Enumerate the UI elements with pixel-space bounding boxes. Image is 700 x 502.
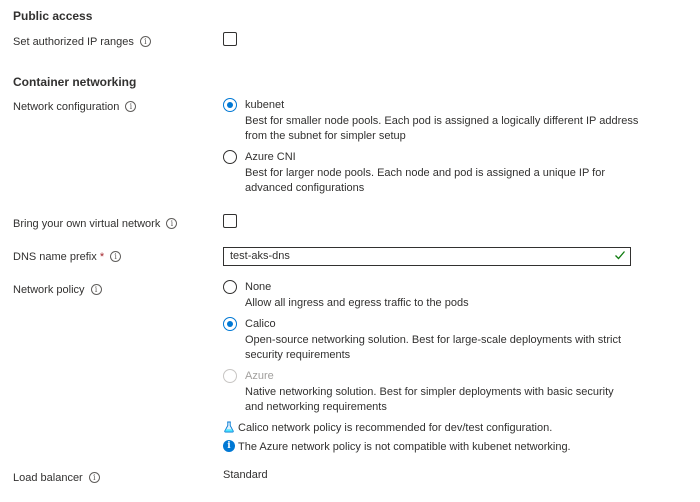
policy-none-description: Allow all ingress and egress traffic to the pods (245, 297, 469, 309)
policy-azure-radio[interactable] (223, 369, 237, 383)
section-title-container-networking: Container networking (13, 75, 137, 89)
byo-vnet-label-text: Bring your own virtual network (13, 218, 161, 230)
load-balancer-label-text: Load balancer (13, 472, 83, 484)
info-icon[interactable]: i (125, 101, 136, 112)
load-balancer-value: Standard (223, 469, 268, 481)
azure-cni-description: Best for larger node pools. Each node and pod is assigned a unique IP for advanced configurations (245, 167, 605, 194)
info-icon: i (223, 440, 235, 452)
azure-cni-label[interactable]: Azure CNI (245, 151, 296, 163)
policy-calico-radio[interactable] (223, 317, 237, 331)
network-policy-label-text: Network policy (13, 284, 85, 296)
network-configuration-label-text: Network configuration (13, 101, 120, 113)
section-title-public-access: Public access (13, 9, 93, 23)
policy-azure-description: Native networking solution. Best for simpler deployments with basic security and networking requirements (245, 386, 614, 413)
policy-azure-label[interactable]: Azure (245, 370, 274, 382)
byo-vnet-checkbox[interactable] (223, 214, 237, 228)
policy-none-label[interactable]: None (245, 281, 272, 293)
policy-calico-label[interactable]: Calico (245, 318, 276, 330)
info-icon[interactable]: i (166, 218, 177, 229)
azure-cni-radio[interactable] (223, 150, 237, 164)
azure-incompatible-note (223, 441, 571, 453)
info-icon[interactable]: i (140, 36, 151, 47)
kubenet-label[interactable]: kubenet (245, 99, 285, 111)
ip-ranges-label (13, 36, 151, 48)
calico-note-text: Calico network policy is recommended for dev/test configuration. (238, 422, 553, 434)
kubenet-radio[interactable] (223, 98, 237, 112)
info-icon[interactable]: i (91, 284, 102, 295)
required-mark: * (99, 251, 105, 263)
ip-ranges-label-text: Set authorized IP ranges (13, 36, 134, 48)
dns-prefix-label (13, 251, 121, 263)
info-icon[interactable]: i (89, 472, 100, 483)
policy-none-radio[interactable] (223, 280, 237, 294)
policy-calico-description: Open-source networking solution. Best for large-scale deployments with strict security requirements (245, 334, 622, 361)
dns-prefix-value: test-aks-dns (230, 250, 290, 262)
network-policy-label (13, 284, 102, 296)
check-icon (614, 249, 626, 264)
info-icon[interactable]: i (110, 251, 121, 262)
dns-prefix-input[interactable] (223, 247, 631, 266)
byo-vnet-label (13, 218, 177, 230)
flask-icon (223, 421, 235, 433)
calico-note (223, 422, 552, 434)
azure-incompatible-note-text: The Azure network policy is not compatible with kubenet networking. (238, 441, 571, 453)
network-configuration-label (13, 101, 136, 113)
kubenet-description: Best for smaller node pools. Each pod is assigned a logically different IP address from the subnet for simpler setup (245, 115, 639, 142)
ip-ranges-checkbox[interactable] (223, 32, 237, 46)
load-balancer-label (13, 472, 100, 484)
dns-prefix-label-text: DNS name prefix (13, 251, 97, 263)
